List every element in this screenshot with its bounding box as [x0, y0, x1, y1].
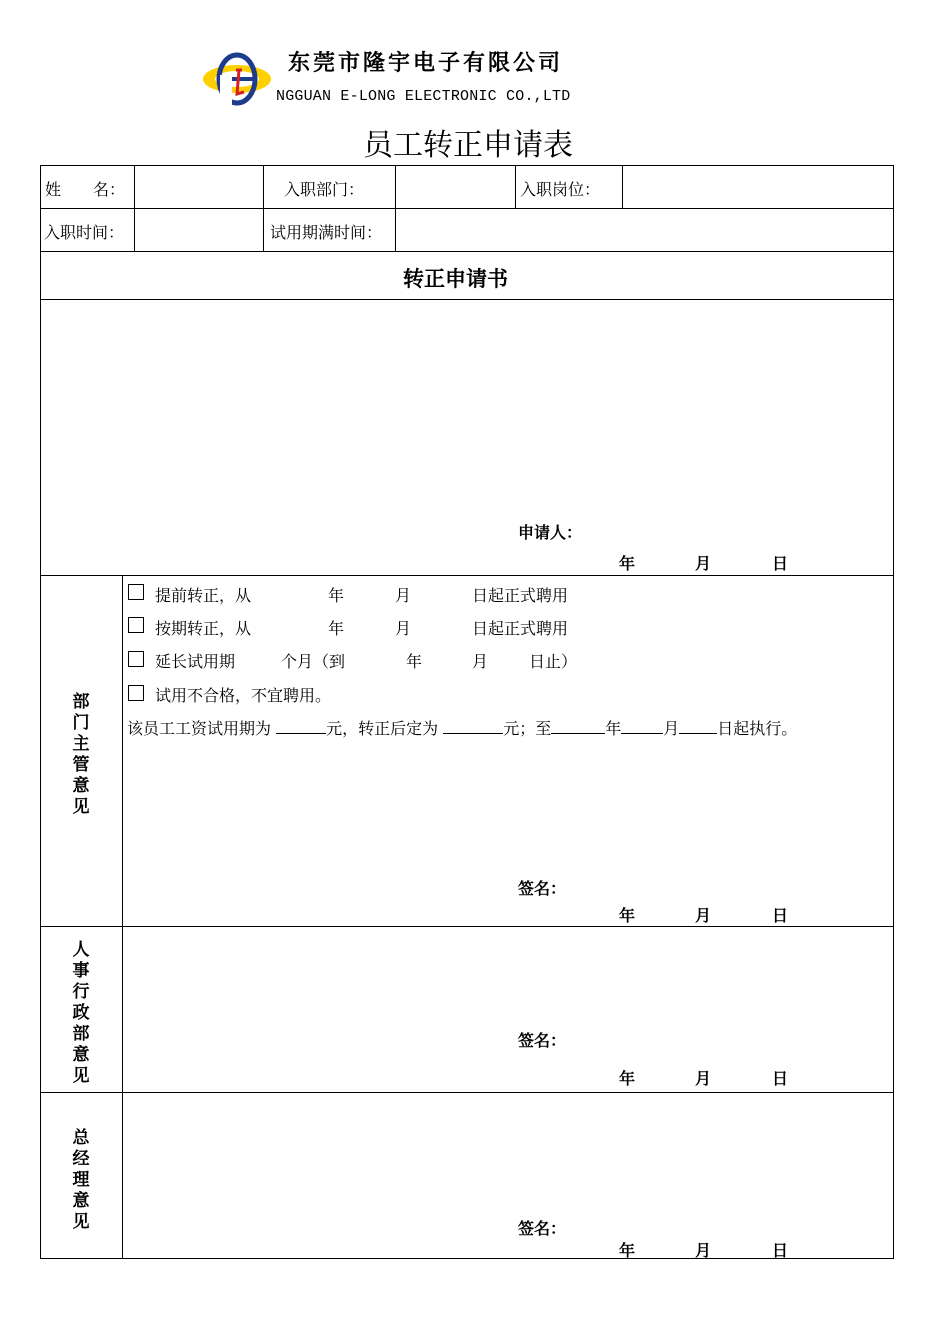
ontime-confirm-checkbox[interactable] [128, 617, 144, 633]
dept-month: 月 [695, 906, 712, 925]
hire-date-field[interactable] [135, 209, 263, 251]
application-heading: 转正申请书 [403, 267, 508, 291]
effective-day-blank[interactable] [679, 717, 717, 734]
gm-year: 年 [619, 1241, 636, 1260]
company-name-en: NGGUAN E-LONG ELECTRONIC CO.,LTD [276, 88, 571, 105]
dept-year: 年 [619, 906, 636, 925]
gm-sign-label: 签名： [518, 1219, 567, 1238]
application-day: 日 [772, 554, 789, 573]
row-divider [41, 1092, 893, 1093]
salary-effective-text: 元；至 [503, 719, 552, 738]
col-divider [122, 575, 123, 1259]
col-divider [515, 166, 516, 208]
probation-end-field[interactable] [396, 209, 893, 251]
early-confirm-tail: 日起正式聘用 [472, 586, 569, 605]
position-label: 入职岗位： [520, 180, 601, 199]
gm-opinion-side-label: 总经理意见 [72, 1128, 90, 1232]
ontime-confirm-month: 月 [395, 619, 412, 638]
row-divider [41, 251, 893, 252]
early-confirm-text: 提前转正，从 [155, 586, 252, 605]
extend-probation-year: 年 [406, 652, 423, 671]
extend-probation-month: 月 [472, 652, 489, 671]
application-month: 月 [695, 554, 712, 573]
department-label: 入职部门： [284, 180, 365, 199]
gm-month: 月 [695, 1241, 712, 1260]
extend-probation-text: 延长试用期 [155, 652, 236, 671]
probation-salary-blank[interactable] [276, 717, 326, 734]
salary-confirmed-text: 元，转正后定为 [326, 719, 439, 738]
col-divider [263, 166, 264, 208]
extend-probation-tail: 日止） [529, 652, 578, 671]
confirmed-salary-blank[interactable] [443, 717, 503, 734]
extend-probation-checkbox[interactable] [128, 651, 144, 667]
salary-year-text: 年 [605, 719, 622, 738]
ontime-confirm-tail: 日起正式聘用 [472, 619, 569, 638]
application-year: 年 [619, 554, 636, 573]
company-logo [200, 52, 274, 106]
company-name-cn: 东莞市隆宇电子有限公司 [288, 50, 564, 76]
name-field[interactable] [135, 167, 263, 208]
ontime-confirm-text: 按期转正，从 [155, 619, 252, 638]
effective-year-blank[interactable] [551, 717, 605, 734]
salary-line [127, 716, 797, 739]
form-title: 员工转正申请表 [363, 128, 573, 163]
hr-month: 月 [695, 1069, 712, 1088]
hr-year: 年 [619, 1069, 636, 1088]
salary-day-text: 日起执行。 [717, 719, 798, 738]
department-field[interactable] [396, 167, 514, 208]
hr-sign-label: 签名： [518, 1031, 567, 1050]
ontime-confirm-year: 年 [328, 619, 345, 638]
hr-opinion-area[interactable] [124, 927, 892, 1027]
gm-opinion-area[interactable] [124, 1094, 892, 1204]
hr-opinion-side-label: 人事行政部意见 [72, 940, 90, 1086]
gm-day: 日 [772, 1241, 789, 1260]
early-confirm-checkbox[interactable] [128, 584, 144, 600]
col-divider [263, 208, 264, 251]
dept-opinion-side-label: 部门主管意见 [72, 692, 90, 817]
early-confirm-month: 月 [395, 586, 412, 605]
dept-sign-label: 签名： [518, 879, 567, 898]
hr-day: 日 [772, 1069, 789, 1088]
effective-month-blank[interactable] [621, 717, 663, 734]
extend-probation-months: 个月（到 [281, 652, 346, 671]
salary-month-text: 月 [663, 719, 680, 738]
applicant-label: 申请人： [518, 523, 583, 542]
position-field[interactable] [623, 167, 893, 208]
not-qualified-text: 试用不合格，不宜聘用。 [155, 686, 332, 705]
name-label: 姓 名： [45, 180, 126, 199]
dept-day: 日 [772, 906, 789, 925]
early-confirm-year: 年 [328, 586, 345, 605]
not-qualified-checkbox[interactable] [128, 685, 144, 701]
hire-date-label: 入职时间： [44, 223, 125, 242]
probation-end-label: 试用期满时间： [270, 223, 383, 242]
application-text-area[interactable] [42, 300, 892, 510]
row-divider [41, 575, 893, 576]
salary-probation-text: 该员工工资试用期为 [127, 719, 272, 738]
